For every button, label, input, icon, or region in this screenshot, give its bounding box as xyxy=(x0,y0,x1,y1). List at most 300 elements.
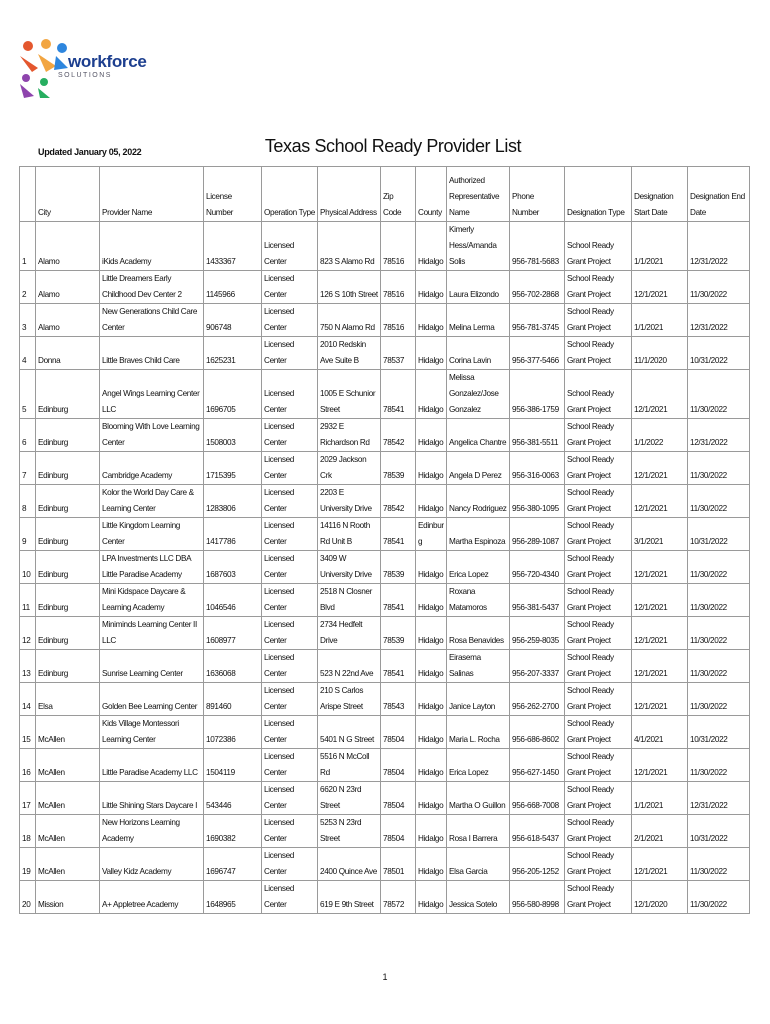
table-cell: 956-668-7008 xyxy=(510,782,565,815)
table-cell: 1046546 xyxy=(204,584,262,617)
table-cell: Rosa I Barrera xyxy=(447,815,510,848)
table-cell: 78539 xyxy=(381,452,416,485)
table-cell: 13 xyxy=(20,650,36,683)
table-cell: Licensed Center xyxy=(262,337,318,370)
table-cell: 956-205-1252 xyxy=(510,848,565,881)
logo-subtitle: SOLUTIONS xyxy=(58,72,112,79)
table-cell: 956-386-1759 xyxy=(510,370,565,419)
column-header: County xyxy=(416,167,447,222)
table-row xyxy=(20,881,750,914)
table-cell: 3/1/2021 xyxy=(632,518,688,551)
table-cell: School Ready Grant Project xyxy=(565,518,632,551)
table-cell: Edinburg xyxy=(36,370,100,419)
table-cell: 956-381-5437 xyxy=(510,584,565,617)
table-cell: Edinburg xyxy=(36,650,100,683)
table-cell: Licensed Center xyxy=(262,617,318,650)
table-cell: 1417786 xyxy=(204,518,262,551)
table-cell: Valley Kidz Academy xyxy=(100,848,204,881)
column-header: Designation Type xyxy=(565,167,632,222)
logo-figures-icon xyxy=(16,38,76,100)
table-cell: 956-316-0063 xyxy=(510,452,565,485)
table-cell: Licensed Center xyxy=(262,782,318,815)
table-row xyxy=(20,222,750,271)
table-cell: Licensed Center xyxy=(262,304,318,337)
table-cell: Licensed Center xyxy=(262,518,318,551)
table-cell: 10/31/2022 xyxy=(688,337,750,370)
table-cell: 78541 xyxy=(381,584,416,617)
table-cell: School Ready Grant Project xyxy=(565,782,632,815)
table-cell: Erica Lopez xyxy=(447,551,510,584)
table-cell: 3 xyxy=(20,304,36,337)
table-cell: 11/30/2022 xyxy=(688,551,750,584)
table-cell: 12/1/2020 xyxy=(632,881,688,914)
table-cell: Licensed Center xyxy=(262,848,318,881)
table-cell: Little Dreamers Early Childhood Dev Center 2 xyxy=(100,271,204,304)
table-cell: 1433367 xyxy=(204,222,262,271)
table-cell: A+ Appletree Academy xyxy=(100,881,204,914)
table-cell: School Ready Grant Project xyxy=(565,749,632,782)
table-cell: Hidalgo xyxy=(416,650,447,683)
table-cell: 78542 xyxy=(381,485,416,518)
table-cell: 78501 xyxy=(381,848,416,881)
table-cell: 1696705 xyxy=(204,370,262,419)
table-cell: 906748 xyxy=(204,304,262,337)
table-cell: 619 E 9th Street xyxy=(318,881,381,914)
table-cell: School Ready Grant Project xyxy=(565,304,632,337)
table-cell: 8 xyxy=(20,485,36,518)
table-cell: 10/31/2022 xyxy=(688,518,750,551)
table-cell: Hidalgo xyxy=(416,222,447,271)
table-cell: Hidalgo xyxy=(416,419,447,452)
column-header: Operation Type xyxy=(262,167,318,222)
table-cell: iKids Academy xyxy=(100,222,204,271)
table-cell: 2734 Hedfelt Drive xyxy=(318,617,381,650)
table-cell: Mini Kidspace Daycare & Learning Academy xyxy=(100,584,204,617)
table-cell: 10/31/2022 xyxy=(688,716,750,749)
table-cell: 78504 xyxy=(381,716,416,749)
table-cell: 14116 N Rooth Rd Unit B xyxy=(318,518,381,551)
table-row xyxy=(20,683,750,716)
table-cell: 12/1/2021 xyxy=(632,452,688,485)
table-cell: Golden Bee Learning Center xyxy=(100,683,204,716)
table-cell: 1005 E Schunior Street xyxy=(318,370,381,419)
table-cell: 12/1/2021 xyxy=(632,683,688,716)
page-title: Texas School Ready Provider List xyxy=(264,136,522,156)
table-cell: 1715395 xyxy=(204,452,262,485)
table-cell: Rosa Benavides xyxy=(447,617,510,650)
table-cell: 12/31/2022 xyxy=(688,304,750,337)
table-cell: 2029 Jackson Crk xyxy=(318,452,381,485)
table-cell: Edinburg xyxy=(416,518,447,551)
table-cell: 2518 N Closner Blvd xyxy=(318,584,381,617)
table-cell: Hidalgo xyxy=(416,485,447,518)
table-cell: Melina Lerma xyxy=(447,304,510,337)
table-cell: Maria L. Rocha xyxy=(447,716,510,749)
table-cell: 11/30/2022 xyxy=(688,848,750,881)
table-cell: 6620 N 23rd Street xyxy=(318,782,381,815)
table-cell: 11/30/2022 xyxy=(688,683,750,716)
table-cell: Edinburg xyxy=(36,485,100,518)
table-row xyxy=(20,650,750,683)
table-cell: 11/30/2022 xyxy=(688,584,750,617)
column-header: Phone Number xyxy=(510,167,565,222)
table-cell: 78539 xyxy=(381,551,416,584)
table-cell: Alamo xyxy=(36,222,100,271)
table-cell: 4 xyxy=(20,337,36,370)
table-row xyxy=(20,304,750,337)
table-cell: 16 xyxy=(20,749,36,782)
table-cell: 11/30/2022 xyxy=(688,271,750,304)
table-cell: Licensed Center xyxy=(262,749,318,782)
table-cell: 78537 xyxy=(381,337,416,370)
table-cell: Alamo xyxy=(36,304,100,337)
table-cell: 12/1/2021 xyxy=(632,650,688,683)
table-cell: 11/30/2022 xyxy=(688,370,750,419)
table-cell: 1625231 xyxy=(204,337,262,370)
table-cell: 3409 W University Drive xyxy=(318,551,381,584)
table-cell: Little Braves Child Care xyxy=(100,337,204,370)
table-row xyxy=(20,337,750,370)
table-cell: 2 xyxy=(20,271,36,304)
table-cell: 750 N Alamo Rd xyxy=(318,304,381,337)
table-row xyxy=(20,749,750,782)
table-cell: Little Shining Stars Daycare I xyxy=(100,782,204,815)
column-header: Provider Name xyxy=(100,167,204,222)
table-cell: 956-207-3337 xyxy=(510,650,565,683)
column-header: City xyxy=(36,167,100,222)
table-cell: Nancy Rodriguez xyxy=(447,485,510,518)
table-cell: McAllen xyxy=(36,815,100,848)
table-cell: 1/1/2021 xyxy=(632,782,688,815)
table-cell: School Ready Grant Project xyxy=(565,452,632,485)
table-cell: 956-618-5437 xyxy=(510,815,565,848)
table-row xyxy=(20,370,750,419)
table-cell: School Ready Grant Project xyxy=(565,271,632,304)
table-cell: 956-686-8602 xyxy=(510,716,565,749)
table-cell: Corina Lavin xyxy=(447,337,510,370)
table-cell: Edinburg xyxy=(36,518,100,551)
table-cell: LPA Investments LLC DBA Little Paradise Academy xyxy=(100,551,204,584)
table-cell: Kolor the World Day Care & Learning Center xyxy=(100,485,204,518)
column-header: Designation End Date xyxy=(688,167,750,222)
table-cell: 1508003 xyxy=(204,419,262,452)
table-cell: 78504 xyxy=(381,782,416,815)
table-cell: 1690382 xyxy=(204,815,262,848)
table-cell: 956-781-3745 xyxy=(510,304,565,337)
table-cell: New Horizons Learning Academy xyxy=(100,815,204,848)
table-row xyxy=(20,551,750,584)
table-cell: 5253 N 23rd Street xyxy=(318,815,381,848)
column-header: Designation Start Date xyxy=(632,167,688,222)
table-cell: 1072386 xyxy=(204,716,262,749)
table-cell: 956-289-1087 xyxy=(510,518,565,551)
table-cell: 12/1/2021 xyxy=(632,584,688,617)
table-cell: Elsa xyxy=(36,683,100,716)
table-row xyxy=(20,452,750,485)
table-cell: 1504119 xyxy=(204,749,262,782)
table-cell: Hidalgo xyxy=(416,782,447,815)
table-cell: 1/1/2021 xyxy=(632,304,688,337)
table-cell: Edinburg xyxy=(36,551,100,584)
table-cell: McAllen xyxy=(36,782,100,815)
table-cell: Angela D Perez xyxy=(447,452,510,485)
table-cell: 11/30/2022 xyxy=(688,749,750,782)
table-cell: 12 xyxy=(20,617,36,650)
table-cell: Licensed Center xyxy=(262,683,318,716)
table-cell: 78541 xyxy=(381,518,416,551)
table-cell: 78539 xyxy=(381,617,416,650)
table-cell: 78572 xyxy=(381,881,416,914)
column-header: License Number xyxy=(204,167,262,222)
table-cell: Blooming With Love Learning Center xyxy=(100,419,204,452)
table-cell: 11/30/2022 xyxy=(688,881,750,914)
table-cell: 12/1/2021 xyxy=(632,485,688,518)
table-cell: Licensed Center xyxy=(262,815,318,848)
table-cell: 1283806 xyxy=(204,485,262,518)
table-cell: 9 xyxy=(20,518,36,551)
table-cell: Hidalgo xyxy=(416,584,447,617)
table-cell: Miniminds Learning Center II LLC xyxy=(100,617,204,650)
table-cell: 523 N 22nd Ave xyxy=(318,650,381,683)
table-cell: 12/31/2022 xyxy=(688,222,750,271)
table-cell: School Ready Grant Project xyxy=(565,370,632,419)
table-cell: School Ready Grant Project xyxy=(565,683,632,716)
table-cell: 78541 xyxy=(381,650,416,683)
table-cell: Hidalgo xyxy=(416,551,447,584)
table-cell: 2203 E University Drive xyxy=(318,485,381,518)
table-cell: 78543 xyxy=(381,683,416,716)
table-cell: 10 xyxy=(20,551,36,584)
table-row xyxy=(20,419,750,452)
table-cell: Hidalgo xyxy=(416,337,447,370)
table-cell: 891460 xyxy=(204,683,262,716)
table-cell: School Ready Grant Project xyxy=(565,716,632,749)
table-cell: Licensed Center xyxy=(262,370,318,419)
table-cell: Hidalgo xyxy=(416,304,447,337)
logo-wordmark: workforce xyxy=(68,52,147,71)
table-cell: Jessica Sotelo xyxy=(447,881,510,914)
table-cell: 78542 xyxy=(381,419,416,452)
table-cell: Edinburg xyxy=(36,617,100,650)
table-cell: Melissa Gonzalez/Jose Gonzalez xyxy=(447,370,510,419)
table-cell: Hidalgo xyxy=(416,749,447,782)
table-cell: 2010 Redskin Ave Suite B xyxy=(318,337,381,370)
table-cell: 17 xyxy=(20,782,36,815)
table-row xyxy=(20,485,750,518)
table-cell: 12/1/2021 xyxy=(632,271,688,304)
table-cell: 12/1/2021 xyxy=(632,370,688,419)
table-cell: Licensed Center xyxy=(262,650,318,683)
table-row xyxy=(20,716,750,749)
table-cell: Hidalgo xyxy=(416,716,447,749)
table-cell: Edinburg xyxy=(36,419,100,452)
table-cell: School Ready Grant Project xyxy=(565,419,632,452)
table-cell: Alamo xyxy=(36,271,100,304)
table-cell: 12/31/2022 xyxy=(688,419,750,452)
table-cell: Eirasema Salinas xyxy=(447,650,510,683)
column-header: Authorized Representative Name xyxy=(447,167,510,222)
table-cell: McAllen xyxy=(36,848,100,881)
table-row xyxy=(20,848,750,881)
table-cell: Licensed Center xyxy=(262,551,318,584)
table-cell: 1608977 xyxy=(204,617,262,650)
table-cell: Little Kingdom Learning Center xyxy=(100,518,204,551)
table-cell: Licensed Center xyxy=(262,584,318,617)
table-cell: 2400 Quince Ave xyxy=(318,848,381,881)
table-cell: 14 xyxy=(20,683,36,716)
table-cell: 1687603 xyxy=(204,551,262,584)
table-cell: 5516 N McColl Rd xyxy=(318,749,381,782)
table-cell: 12/1/2021 xyxy=(632,848,688,881)
table-cell: 11/30/2022 xyxy=(688,452,750,485)
table-cell: 12/1/2021 xyxy=(632,749,688,782)
table-cell: 956-720-4340 xyxy=(510,551,565,584)
table-cell: 1/1/2021 xyxy=(632,222,688,271)
table-cell: 7 xyxy=(20,452,36,485)
column-header: Physical Address xyxy=(318,167,381,222)
table-cell: School Ready Grant Project xyxy=(565,650,632,683)
table-cell: 126 S 10th Street xyxy=(318,271,381,304)
table-cell: Martha O Guillon xyxy=(447,782,510,815)
table-cell: Angelica Chantre xyxy=(447,419,510,452)
table-cell: 956-380-1095 xyxy=(510,485,565,518)
table-cell: 956-259-8035 xyxy=(510,617,565,650)
table-cell: 1648965 xyxy=(204,881,262,914)
table-cell: Erica Lopez xyxy=(447,749,510,782)
table-cell: Elsa Garcia xyxy=(447,848,510,881)
table-body xyxy=(20,222,750,914)
table-cell: 78541 xyxy=(381,370,416,419)
table-cell: 5401 N G Street xyxy=(318,716,381,749)
table-cell: 4/1/2021 xyxy=(632,716,688,749)
table-cell: 956-377-5466 xyxy=(510,337,565,370)
table-cell: Hidalgo xyxy=(416,815,447,848)
table-row xyxy=(20,617,750,650)
table-cell: 11/30/2022 xyxy=(688,617,750,650)
table-cell: 78516 xyxy=(381,304,416,337)
table-cell: 19 xyxy=(20,848,36,881)
provider-table xyxy=(19,166,750,914)
table-cell: Edinburg xyxy=(36,584,100,617)
table-cell: Hidalgo xyxy=(416,271,447,304)
table-cell: 2/1/2021 xyxy=(632,815,688,848)
table-cell: 78504 xyxy=(381,815,416,848)
table-cell: 956-381-5511 xyxy=(510,419,565,452)
table-cell: 10/31/2022 xyxy=(688,815,750,848)
table-cell: 210 S Carlos Arispe Street xyxy=(318,683,381,716)
table-row xyxy=(20,782,750,815)
table-cell: Martha Espinoza xyxy=(447,518,510,551)
table-cell: Hidalgo xyxy=(416,881,447,914)
table-cell: 823 S Alamo Rd xyxy=(318,222,381,271)
table-cell: 78504 xyxy=(381,749,416,782)
table-cell: 1636068 xyxy=(204,650,262,683)
table-cell: 78516 xyxy=(381,271,416,304)
table-row xyxy=(20,518,750,551)
table-cell: 12/31/2022 xyxy=(688,782,750,815)
table-cell: 2932 E Richardson Rd xyxy=(318,419,381,452)
table-cell: 6 xyxy=(20,419,36,452)
table-cell: 5 xyxy=(20,370,36,419)
table-cell: McAllen xyxy=(36,716,100,749)
table-row xyxy=(20,271,750,304)
table-cell: School Ready Grant Project xyxy=(565,617,632,650)
table-cell: Licensed Center xyxy=(262,485,318,518)
table-cell: 11 xyxy=(20,584,36,617)
table-cell: Donna xyxy=(36,337,100,370)
table-cell: Edinburg xyxy=(36,452,100,485)
table-cell: Licensed Center xyxy=(262,881,318,914)
table-cell: Roxana Matamoros xyxy=(447,584,510,617)
table-cell: 12/1/2021 xyxy=(632,551,688,584)
table-cell: School Ready Grant Project xyxy=(565,815,632,848)
table-cell: 1/1/2022 xyxy=(632,419,688,452)
table-cell: Sunrise Learning Center xyxy=(100,650,204,683)
table-cell: Angel Wings Learning Center LLC xyxy=(100,370,204,419)
table-cell: 956-702-2868 xyxy=(510,271,565,304)
table-cell: School Ready Grant Project xyxy=(565,881,632,914)
table-cell: 20 xyxy=(20,881,36,914)
table-row xyxy=(20,815,750,848)
table-cell: 1696747 xyxy=(204,848,262,881)
table-cell: 1 xyxy=(20,222,36,271)
table-cell: Licensed Center xyxy=(262,716,318,749)
table-cell: Licensed Center xyxy=(262,452,318,485)
page-number: 1 xyxy=(382,972,388,982)
table-cell: Hidalgo xyxy=(416,617,447,650)
table-cell: Little Paradise Academy LLC xyxy=(100,749,204,782)
table-cell: 11/1/2020 xyxy=(632,337,688,370)
table-cell: School Ready Grant Project xyxy=(565,337,632,370)
table-cell: School Ready Grant Project xyxy=(565,222,632,271)
table-cell: McAllen xyxy=(36,749,100,782)
table-cell: 543446 xyxy=(204,782,262,815)
table-cell: Kimerly Hess/Amanda Solis xyxy=(447,222,510,271)
table-cell: Hidalgo xyxy=(416,452,447,485)
table-cell: New Generations Child Care Center xyxy=(100,304,204,337)
table-cell: Hidalgo xyxy=(416,370,447,419)
table-cell: Hidalgo xyxy=(416,848,447,881)
table-cell: 15 xyxy=(20,716,36,749)
table-cell: Licensed Center xyxy=(262,222,318,271)
column-header xyxy=(20,167,36,222)
table-cell: 956-262-2700 xyxy=(510,683,565,716)
table-cell: Licensed Center xyxy=(262,271,318,304)
table-cell: 956-627-1450 xyxy=(510,749,565,782)
table-cell: 12/1/2021 xyxy=(632,617,688,650)
header-row xyxy=(20,167,750,222)
updated-date: Updated January 05, 2022 xyxy=(38,147,142,157)
table-cell: School Ready Grant Project xyxy=(565,485,632,518)
table-row xyxy=(20,584,750,617)
table-cell: Hidalgo xyxy=(416,683,447,716)
table-cell: Mission xyxy=(36,881,100,914)
table-cell: 1145966 xyxy=(204,271,262,304)
table-cell: School Ready Grant Project xyxy=(565,551,632,584)
table-cell: Licensed Center xyxy=(262,419,318,452)
table-cell: 11/30/2022 xyxy=(688,650,750,683)
table-cell: School Ready Grant Project xyxy=(565,584,632,617)
table-cell: Laura Elizondo xyxy=(447,271,510,304)
table-cell: 78516 xyxy=(381,222,416,271)
table-cell: 956-580-8998 xyxy=(510,881,565,914)
table-cell: Kids Village Montessori Learning Center xyxy=(100,716,204,749)
table-cell: Cambridge Academy xyxy=(100,452,204,485)
table-cell: 956-781-5683 xyxy=(510,222,565,271)
table-cell: School Ready Grant Project xyxy=(565,848,632,881)
table-cell: 18 xyxy=(20,815,36,848)
column-header: Zip Code xyxy=(381,167,416,222)
